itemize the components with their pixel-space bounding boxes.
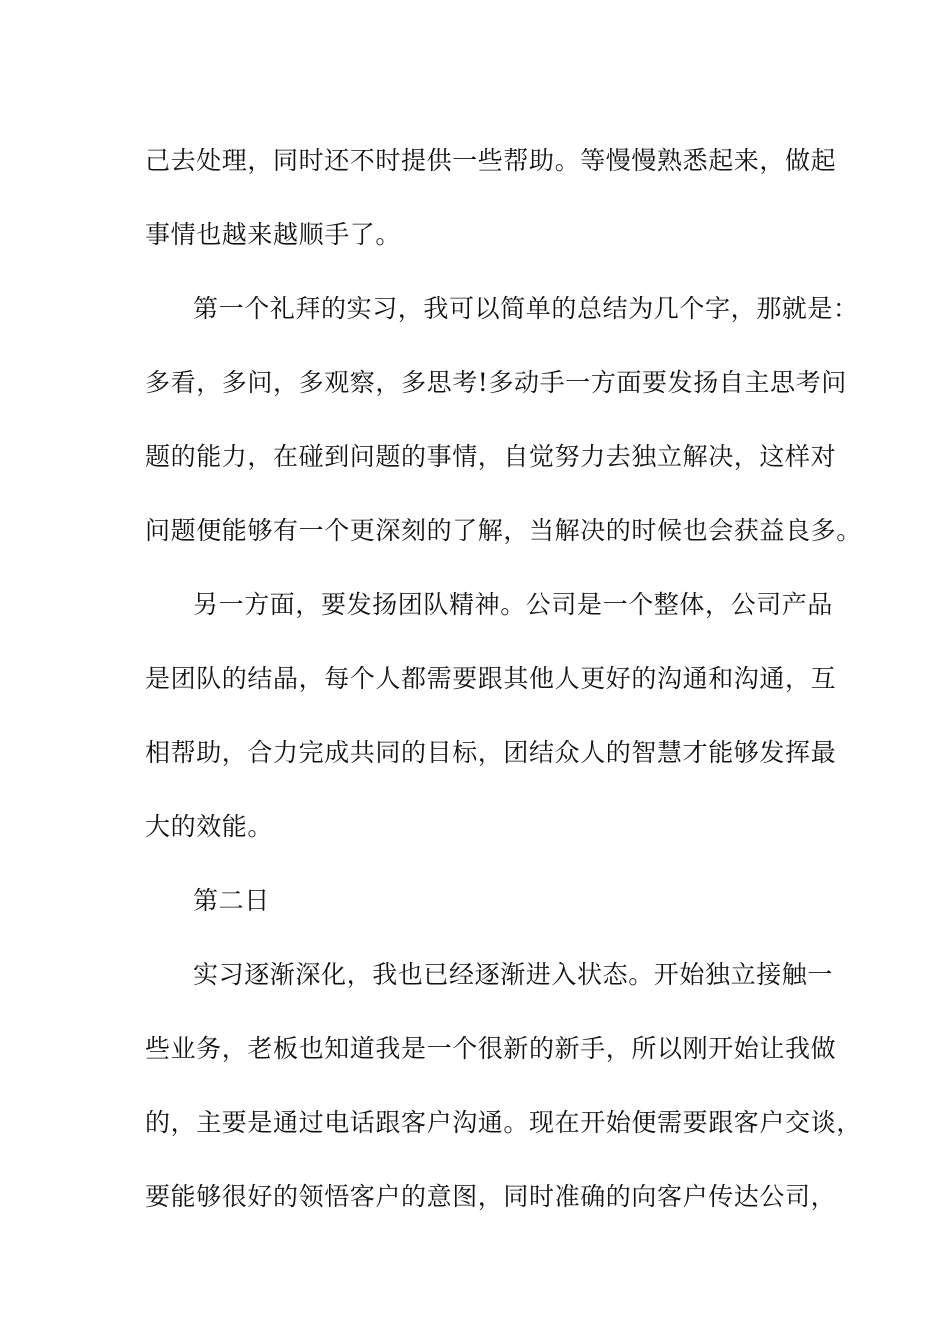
text-line: 多看，多问，多观察，多思考!多动手一方面要发扬自主思考问 bbox=[145, 368, 847, 397]
section-heading: 第二日 bbox=[193, 886, 270, 915]
text-line: 题的能力，在碰到问题的事情，自觉努力去独立解决，这样对 bbox=[145, 442, 837, 471]
text-line: 大的效能。 bbox=[145, 812, 274, 841]
text-line: 问题便能够有一个更深刻的了解，当解决的时候也会获益良多。 bbox=[145, 516, 862, 545]
document-body bbox=[145, 124, 862, 1234]
text-line: 相帮助，合力完成共同的目标，团结众人的智慧才能够发挥最 bbox=[145, 738, 837, 767]
text-line: 的，主要是通过电话跟客户沟通。现在开始便需要跟客户交谈， bbox=[145, 1108, 862, 1137]
paragraph-start-line: 实习逐渐深化，我也已经逐渐进入状态。开始独立接触一 bbox=[193, 960, 834, 989]
text-line: 要能够很好的领悟客户的意图，同时准确的向客户传达公司， bbox=[145, 1182, 837, 1211]
paragraph-start-line: 第一个礼拜的实习，我可以简单的总结为几个字，那就是： bbox=[193, 294, 859, 323]
text-line: 是团队的结晶，每个人都需要跟其他人更好的沟通和沟通，互 bbox=[145, 664, 837, 693]
paragraph-start-line: 另一方面，要发扬团队精神。公司是一个整体，公司产品 bbox=[193, 590, 834, 619]
text-line: 事情也越来越顺手了。 bbox=[145, 220, 402, 249]
text-line: 己去处理，同时还不时提供一些帮助。等慢慢熟悉起来，做起 bbox=[145, 146, 837, 175]
text-line: 些业务，老板也知道我是一个很新的新手，所以刚开始让我做 bbox=[145, 1034, 837, 1063]
